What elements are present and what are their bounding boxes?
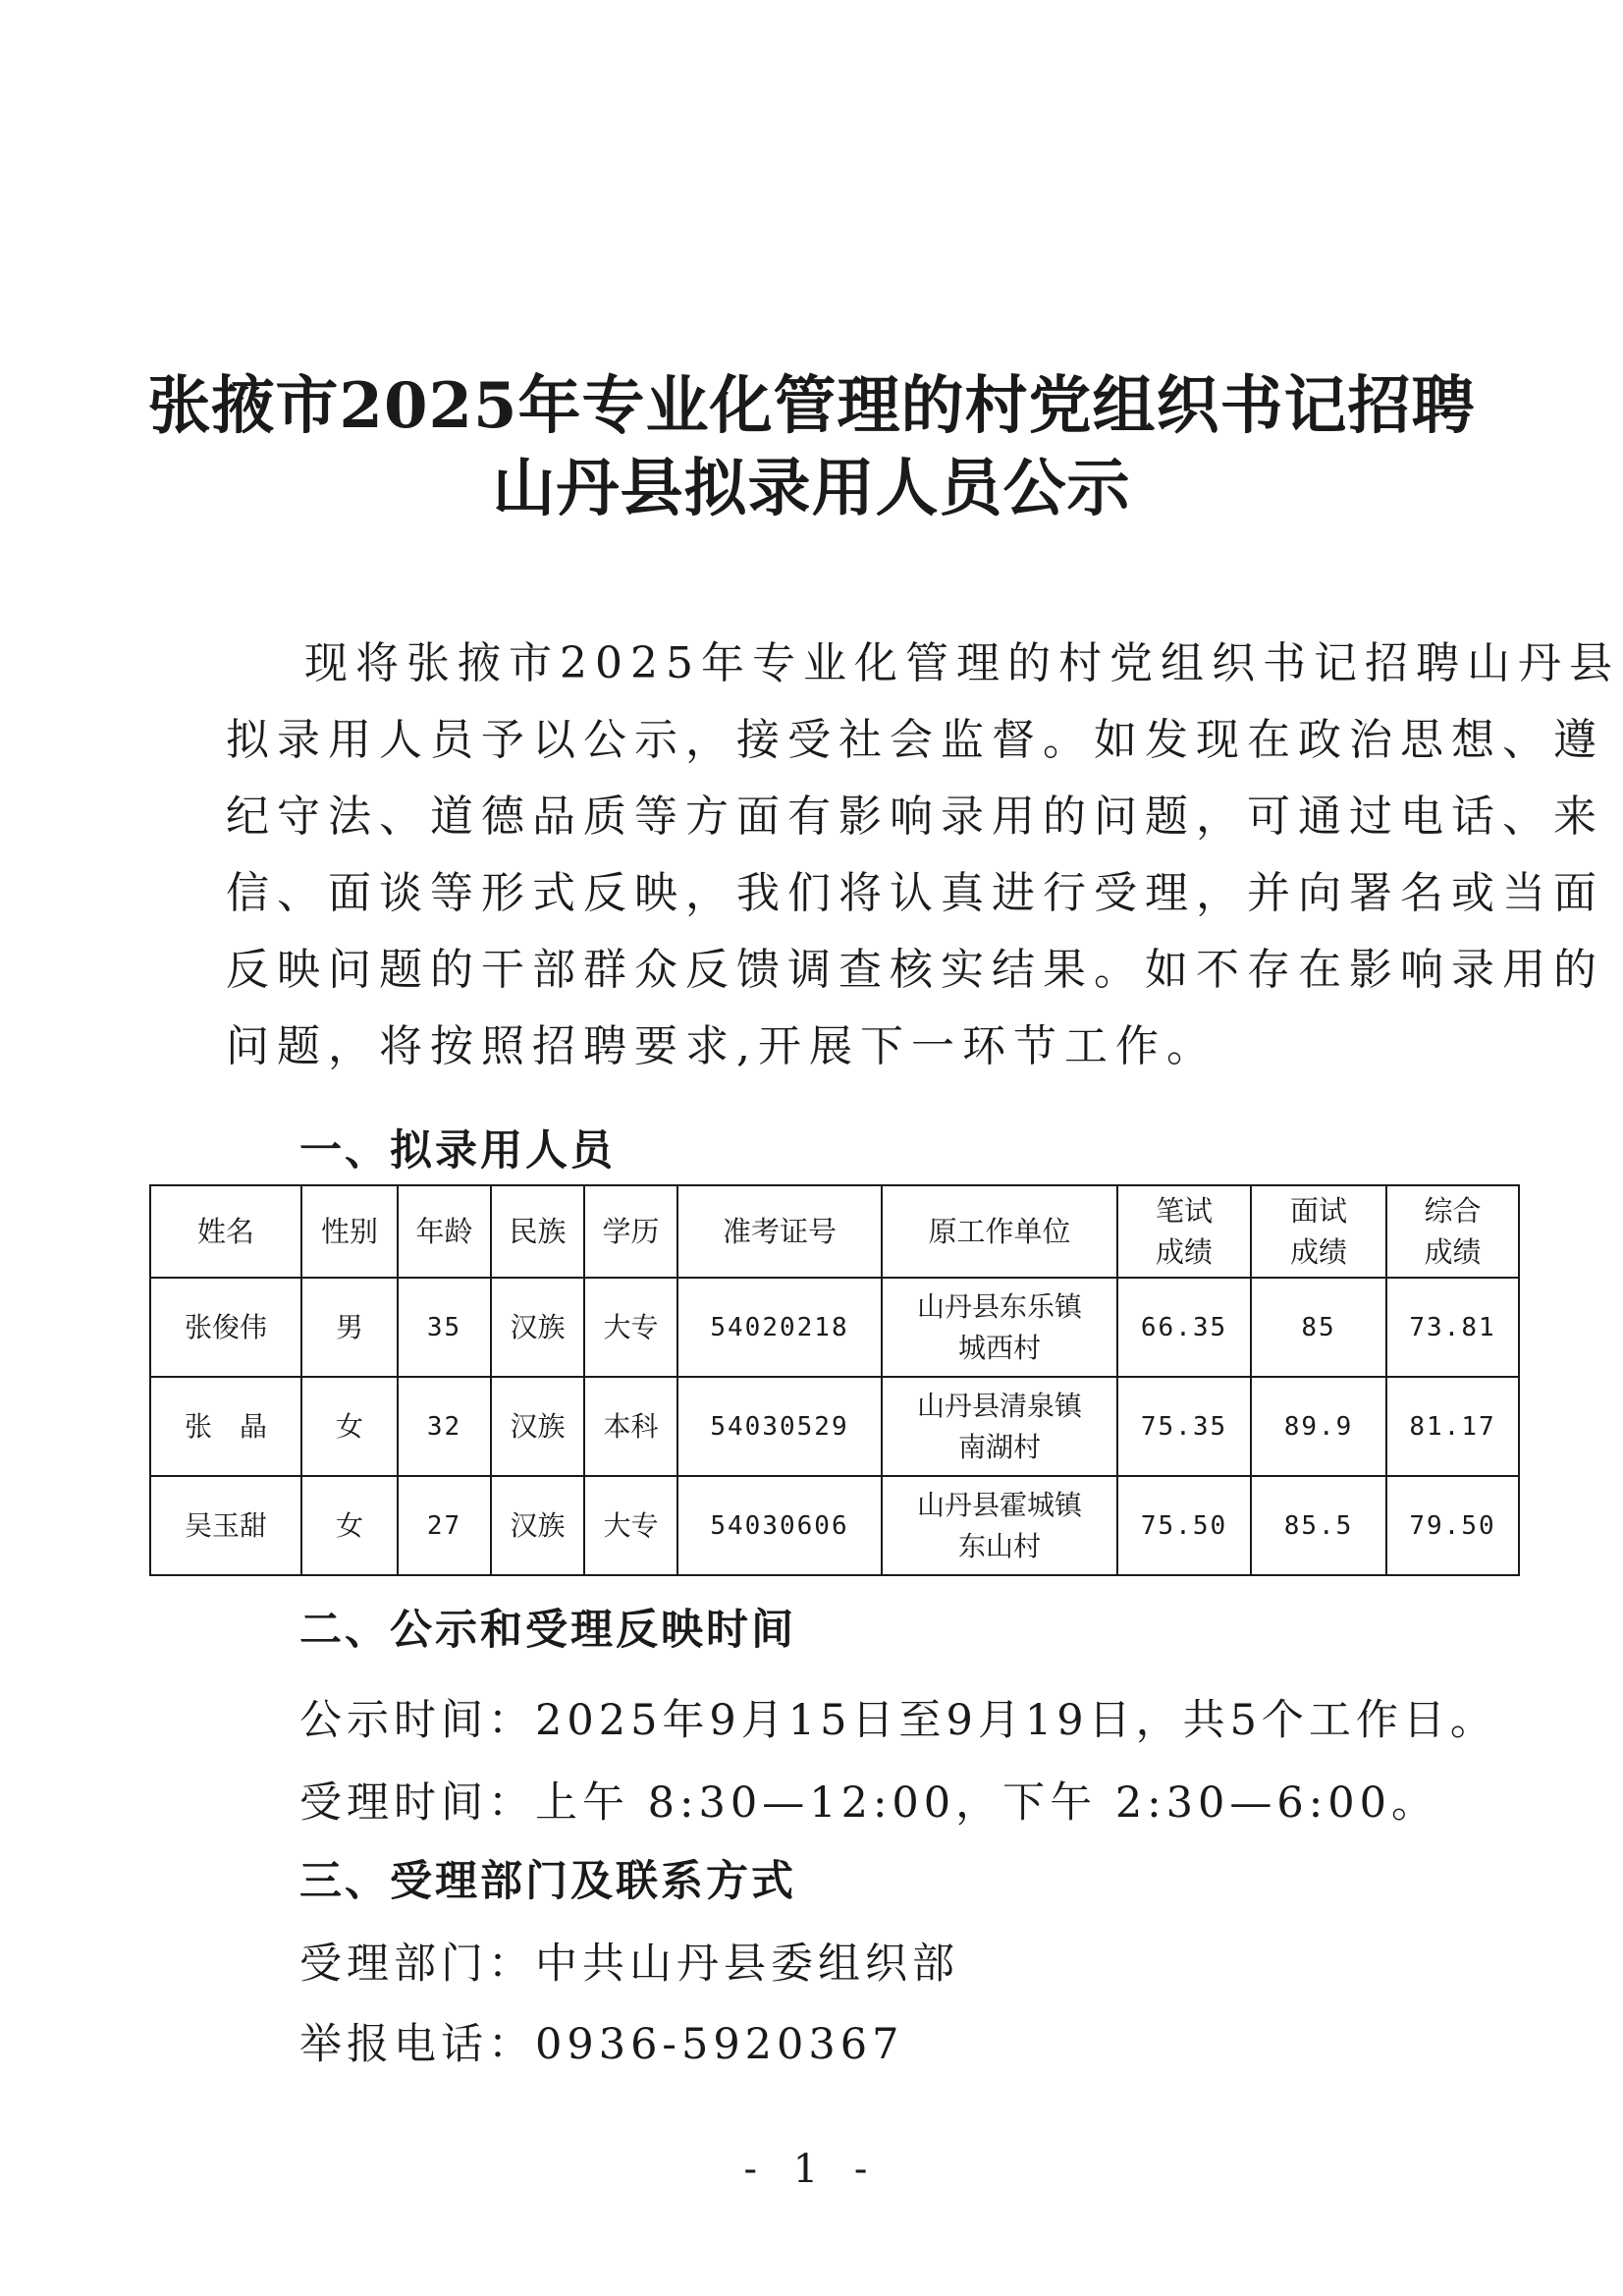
cell-unit: 山丹县清泉镇 南湖村 [882, 1377, 1117, 1476]
cell-name: 张俊伟 [150, 1278, 301, 1377]
cell-total-score: 81.17 [1386, 1377, 1519, 1476]
cell-education: 本科 [584, 1377, 677, 1476]
column-header-education: 学历 [584, 1185, 677, 1278]
publicity-time-text: 公示时间：2025年9月15日至9月19日，共5个工作日。 [299, 1696, 1497, 1745]
intro-paragraph-line: 拟录用人员予以公示，接受社会监督。如发现在政治思想、遵 [226, 715, 1604, 765]
cell-age: 32 [398, 1377, 491, 1476]
cell-exam-id: 54020218 [677, 1278, 882, 1377]
cell-total-score: 73.81 [1386, 1278, 1519, 1377]
table-header-row [150, 1185, 1519, 1278]
intro-paragraph-line: 问题，将按照招聘要求,开展下一环节工作。 [226, 1021, 1217, 1071]
cell-education: 大专 [584, 1476, 677, 1575]
cell-name: 张 晶 [150, 1377, 301, 1476]
cell-age: 35 [398, 1278, 491, 1377]
cell-education: 大专 [584, 1278, 677, 1377]
table-row [150, 1476, 1519, 1575]
column-header-gender: 性别 [301, 1185, 398, 1278]
section-heading-publicity-time: 二、公示和受理反映时间 [299, 1606, 796, 1655]
cell-interview-score: 85.5 [1251, 1476, 1386, 1575]
cell-written-score: 66.35 [1117, 1278, 1251, 1377]
document-title-line-1: 张掖市2025年专业化管理的村党组织书记招聘 [147, 369, 1476, 443]
cell-interview-score: 85 [1251, 1278, 1386, 1377]
table-row [150, 1278, 1519, 1377]
cell-gender: 男 [301, 1278, 398, 1377]
handling-time-text: 受理时间：上午 8:30—12:00，下午 2:30—6:00。 [299, 1778, 1438, 1828]
intro-paragraph-line: 反映问题的干部群众反馈调查核实结果。如不存在影响录用的 [226, 945, 1604, 995]
cell-ethnicity: 汉族 [491, 1278, 584, 1377]
cell-gender: 女 [301, 1377, 398, 1476]
cell-interview-score: 89.9 [1251, 1377, 1386, 1476]
cell-exam-id: 54030606 [677, 1476, 882, 1575]
cell-total-score: 79.50 [1386, 1476, 1519, 1575]
department-text: 受理部门：中共山丹县委组织部 [299, 1940, 959, 1989]
cell-unit: 山丹县霍城镇 东山村 [882, 1476, 1117, 1575]
cell-unit: 山丹县东乐镇 城西村 [882, 1278, 1117, 1377]
column-header-exam-id: 准考证号 [677, 1185, 882, 1278]
cell-written-score: 75.50 [1117, 1476, 1251, 1575]
column-header-age: 年龄 [398, 1185, 491, 1278]
column-header-unit: 原工作单位 [882, 1185, 1117, 1278]
candidates-table [149, 1184, 1520, 1576]
column-header-name: 姓名 [150, 1185, 301, 1278]
section-heading-candidates: 一、拟录用人员 [299, 1126, 616, 1175]
cell-age: 27 [398, 1476, 491, 1575]
section-heading-contact: 三、受理部门及联系方式 [299, 1857, 796, 1906]
column-header-total-score: 综合 成绩 [1386, 1185, 1519, 1278]
page-number: - 1 - [743, 2147, 880, 2192]
cell-exam-id: 54030529 [677, 1377, 882, 1476]
cell-ethnicity: 汉族 [491, 1476, 584, 1575]
column-header-interview-score: 面试 成绩 [1251, 1185, 1386, 1278]
cell-name: 吴玉甜 [150, 1476, 301, 1575]
column-header-ethnicity: 民族 [491, 1185, 584, 1278]
intro-paragraph-line: 现将张掖市2025年专业化管理的村党组织书记招聘山丹县 [304, 638, 1620, 688]
intro-paragraph-line: 纪守法、道德品质等方面有影响录用的问题，可通过电话、来 [226, 792, 1604, 842]
phone-text: 举报电话：0936-5920367 [299, 2020, 904, 2069]
cell-ethnicity: 汉族 [491, 1377, 584, 1476]
cell-gender: 女 [301, 1476, 398, 1575]
intro-paragraph-line: 信、面谈等形式反映，我们将认真进行受理，并向署名或当面 [226, 868, 1604, 918]
document-title-line-2: 山丹县拟录用人员公示 [492, 452, 1131, 525]
column-header-written-score: 笔试 成绩 [1117, 1185, 1251, 1278]
cell-written-score: 75.35 [1117, 1377, 1251, 1476]
table-row [150, 1377, 1519, 1476]
